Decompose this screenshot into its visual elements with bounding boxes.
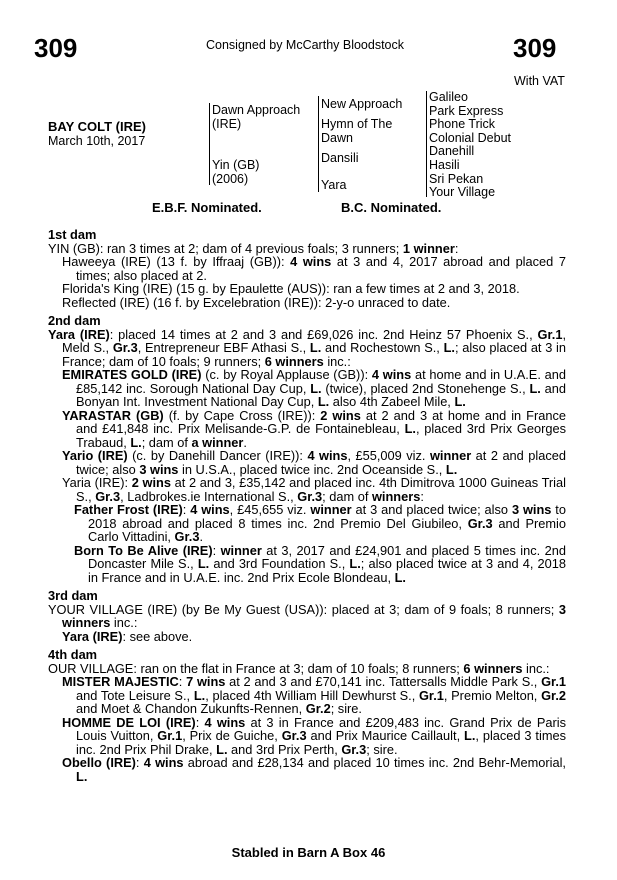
ebf-nominated: E.B.F. Nominated.: [152, 200, 262, 215]
lot-number-left: 309: [34, 33, 78, 63]
fourth-dam-produce: Obello (IRE): 4 wins abroad and £28,134 and placed 10 times inc. 2nd Behr-Memorial, L.: [62, 755, 566, 784]
pedigree-bracket-3: [426, 91, 427, 197]
catalogue-body: [48, 228, 566, 783]
horse-dob: March 10th, 2017: [48, 134, 146, 148]
second-dam-produce: YARASTAR (GB) (f. by Cape Cross (IRE)): 2 wins at 2 and 3 at home and in France and £41,848 inc. Prix Melisande-G.P. de Fontainebleau, L., placed 3rd Prix Georges Trabaud, L.; dam of a winner.: [62, 407, 566, 450]
consignor: Consigned by McCarthy Bloodstock: [206, 38, 405, 52]
vat-status: With VAT: [514, 74, 565, 88]
second-dam-produce: EMIRATES GOLD (IRE) (c. by Royal Applause (GB)): 4 wins at home and in U.A.E. and £85,142 inc. Sorough National Day Cup, L. (twice), placed 2nd Stonehenge S., L. and Bonyan Int. Investment National Day Cup, L. also 4th Zabeel Mile, L.: [62, 367, 566, 409]
second-dam-heading: 2nd dam: [48, 313, 101, 328]
third-dam-heading: 3rd dam: [48, 588, 98, 603]
pedigree-third-generation: Galileo Park Express Phone Trick Colonial Debut Danehill Hasili Sri Pekan Your Village: [429, 90, 511, 200]
first-dam-produce: Florida's King (IRE) (15 g. by Epaulette (AUS)): ran a few times at 2 and 3, 2018.: [62, 281, 520, 296]
third-dam-produce: Yara (IRE): see above.: [62, 628, 193, 644]
second-dam-produce: Yario (IRE) (c. by Danehill Dancer (IRE)): 4 wins, £55,009 viz. winner at 2 and placed twice; also 3 wins in U.S.A., placed twice inc. 2nd Oceanside S., L.: [62, 448, 566, 477]
pedigree-sire-sire: New Approach: [321, 97, 403, 111]
pedigree-dam-sire: Dansili: [321, 151, 359, 165]
first-dam-produce: Reflected (IRE) (16 f. by Excelebration (IRE)): 2-y-o unraced to date.: [62, 294, 451, 310]
second-dam-summary: Yara (IRE): placed 14 times at 2 and 3 and £69,026 inc. 2nd Heinz 57 Phoenix S., Gr.1, Meld S., Gr.3, Entrepreneur EBF Athasi S., L. and Rochestown S., L.; also placed at 3 in France; dam of 10 foals; 9 runners; 6 winners inc.:: [48, 326, 566, 369]
fourth-dam-heading: 4th dam: [48, 647, 98, 662]
stabling-info: Stabled in Barn A Box 46: [231, 845, 386, 860]
bc-nominated: B.C. Nominated.: [341, 200, 442, 215]
pedigree-bracket-1: [209, 103, 210, 185]
pedigree-sire-dam: Hymn of The Dawn: [321, 117, 393, 145]
third-dam-summary: YOUR VILLAGE (IRE) (by Be My Guest (USA)): placed at 3; dam of 9 foals; 8 runners; 3 winners inc.:: [48, 601, 566, 630]
lot-number-right: 309: [513, 33, 557, 63]
first-dam-summary: YIN (GB): ran 3 times at 2; dam of 4 previous foals; 3 runners; 1 winner:: [48, 240, 459, 256]
first-dam-produce: Haweeya (IRE) (13 f. by Iffraaj (GB)): 4 wins at 3 and 4, 2017 abroad and placed 7 times; also placed at 2.: [62, 254, 566, 283]
horse-name: BAY COLT (IRE): [48, 119, 146, 134]
pedigree-dam: Yin (GB) (2006): [212, 158, 260, 186]
first-dam-heading: 1st dam: [48, 227, 97, 242]
pedigree-sire: Dawn Approach (IRE): [212, 103, 301, 131]
second-dam-produce: Yaria (IRE): 2 wins at 2 and 3, £35,142 and placed inc. 4th Dimitrova 1000 Guineas Trial S., Gr.3, Ladbrokes.ie International S., Gr.3; dam of winners:: [62, 475, 566, 504]
fourth-dam-produce: MISTER MAJESTIC: 7 wins at 2 and 3 and £70,141 inc. Tattersalls Middle Park S., Gr.1 and Tote Leisure S., L., placed 4th William Hill Dewhurst S., Gr.1, Premio Melton, Gr.2 and Moet & Chandon Zukunfts-Rennen, Gr.2; sire.: [62, 674, 566, 716]
pedigree-bracket-2: [318, 96, 319, 192]
second-dam-grandproduce: Born To Be Alive (IRE): winner at 3, 2017 and £24,901 and placed 5 times inc. 2nd Doncaster Mile S., L. and 3rd Foundation S., L.; also placed twice at 3 and 4, 2018 in France and in U.A.E. inc. 2nd Prix Ecole Blondeau, L.: [74, 542, 566, 585]
pedigree-dam-dam: Yara: [321, 178, 347, 192]
second-dam-grandproduce: Father Frost (IRE): 4 wins, £45,655 viz. winner at 3 and placed twice; also 3 wins to 2018 abroad and placed 8 times inc. 2nd Premio Del Giubileo, Gr.3 and Premio Carlo Vittadini, Gr.3.: [74, 502, 566, 544]
fourth-dam-produce: HOMME DE LOI (IRE): 4 wins at 3 in France and £209,483 inc. Grand Prix de Paris Louis Vuitton, Gr.1, Prix de Guiche, Gr.3 and Prix Maurice Caillault, L., placed 3 times inc. 2nd Prix Phil Drake, L. and 3rd Prix Perth, Gr.3; sire.: [62, 714, 567, 757]
fourth-dam-summary: OUR VILLAGE: ran on the flat in France at 3; dam of 10 foals; 8 runners; 6 winners inc.:: [48, 660, 550, 676]
